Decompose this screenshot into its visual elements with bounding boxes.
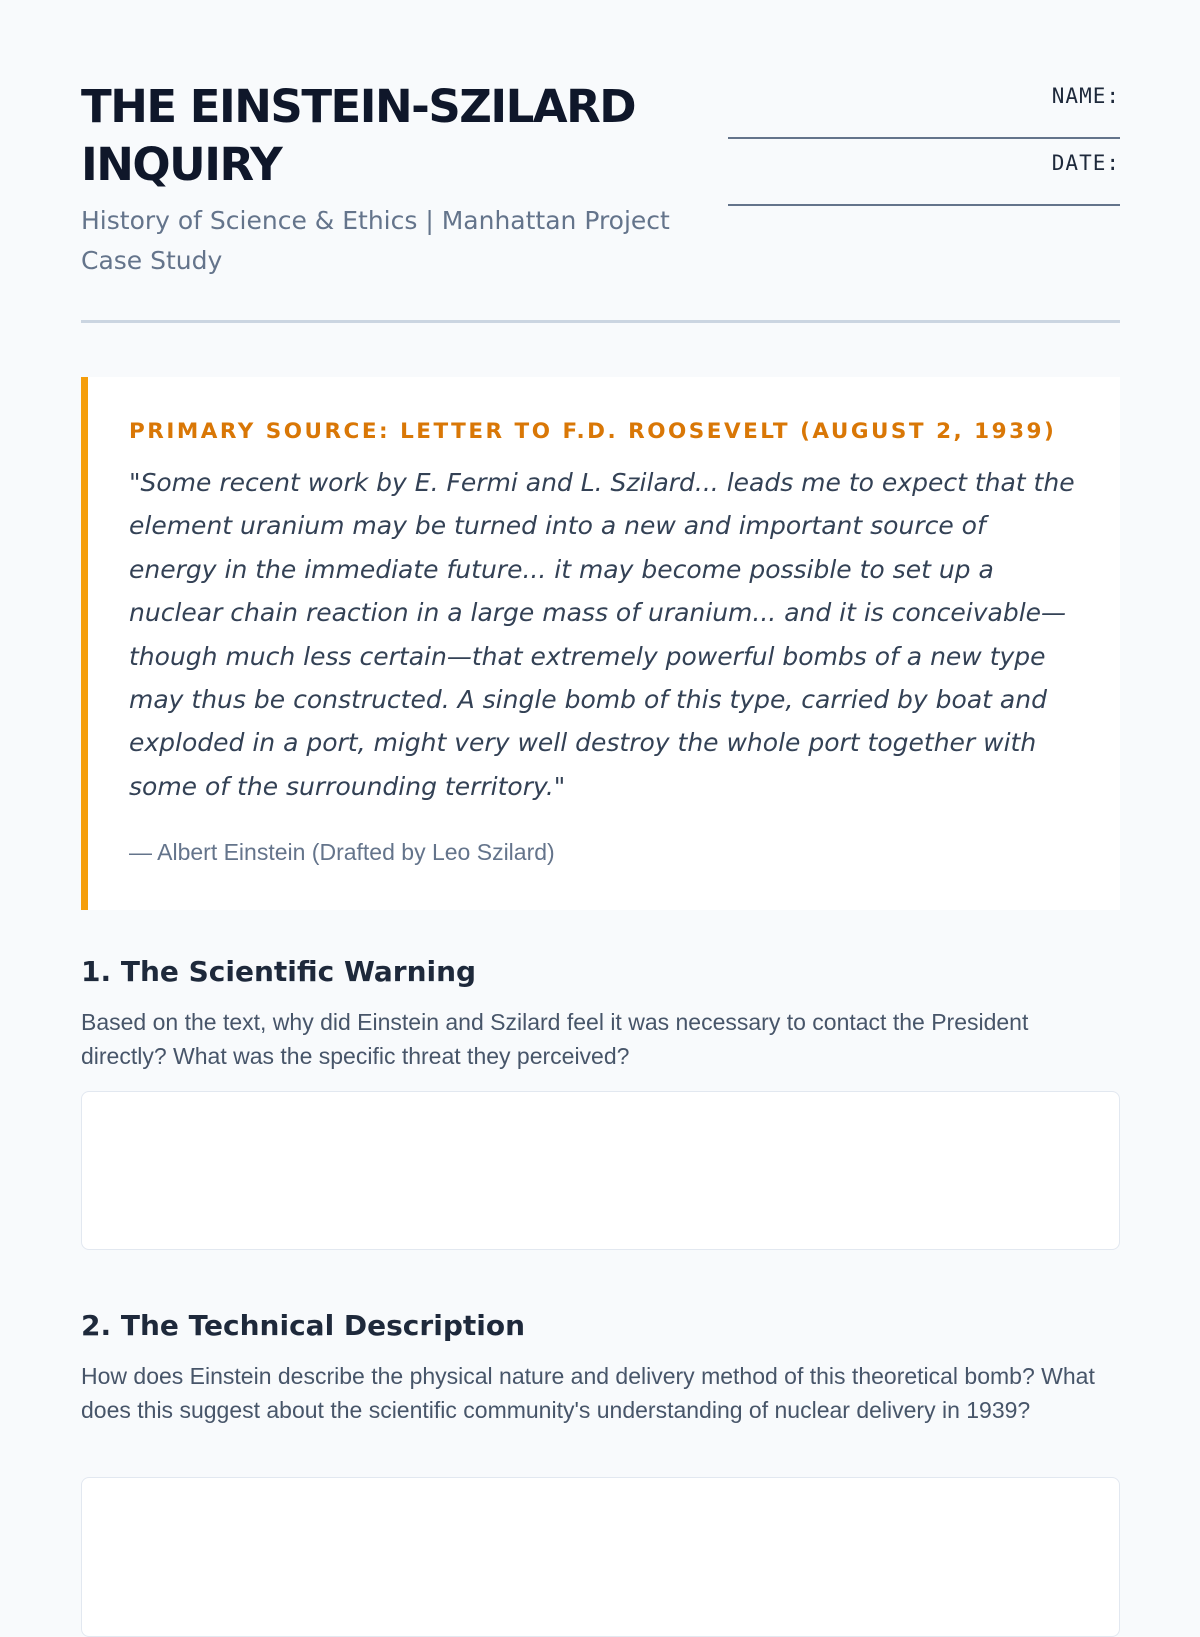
worksheet-page bbox=[81, 0, 1120, 1423]
question-2 bbox=[81, 1308, 1120, 1427]
question-2-heading: 2. The Technical Description bbox=[81, 1309, 526, 1342]
question-1-prompt: Based on the text, why did Einstein and Szilard feel it was necessary to contact the President directly? What was the specific threat they perceived? bbox=[81, 1009, 1029, 1069]
page-subtitle: History of Science & Ethics | Manhattan Project Case Study bbox=[81, 206, 670, 275]
question-1-heading: 1. The Scientific Warning bbox=[81, 955, 477, 988]
worksheet-header bbox=[81, 0, 1120, 326]
date-field-line[interactable] bbox=[728, 204, 1120, 206]
primary-source-label: PRIMARY SOURCE: LETTER TO F.D. ROOSEVELT (AUGUST 2, 1939) bbox=[129, 419, 1057, 444]
question-2-prompt: How does Einstein describe the physical nature and delivery method of this theoretical bomb? What does this suggest about the scientific community's understanding of nuclear delivery in 1939? bbox=[81, 1363, 1095, 1423]
question-1-answer-box[interactable] bbox=[81, 1091, 1120, 1250]
date-field[interactable] bbox=[728, 145, 1120, 212]
header-divider bbox=[81, 320, 1120, 323]
question-2-answer-box[interactable] bbox=[81, 1477, 1120, 1637]
primary-source-quote: "Some recent work by E. Fermi and L. Szilard... leads me to expect that the element uranium may be turned into a new and important source of energy in the immediate future... it may become possible to set up a nuclear chain reaction in a large mass of uranium... and it is conceivable—though much less certain—that extremely powerful bombs of a new type may thus be constructed. A single bomb of this type, carried by boat and exploded in a port, might very well destroy the whole port together with some of the surrounding territory." bbox=[129, 468, 1075, 801]
name-field-label: NAME: bbox=[1051, 84, 1120, 108]
page-title: THE EINSTEIN-SZILARD INQUIRY bbox=[81, 80, 636, 191]
name-field-line[interactable] bbox=[728, 137, 1120, 139]
date-field-label: DATE: bbox=[1051, 151, 1120, 175]
name-field[interactable] bbox=[728, 78, 1120, 145]
primary-source-attribution: — Albert Einstein (Drafted by Leo Szilard) bbox=[129, 839, 555, 865]
primary-source-box bbox=[81, 377, 1120, 910]
question-1 bbox=[81, 954, 1120, 1073]
student-info-fields bbox=[728, 78, 1120, 212]
